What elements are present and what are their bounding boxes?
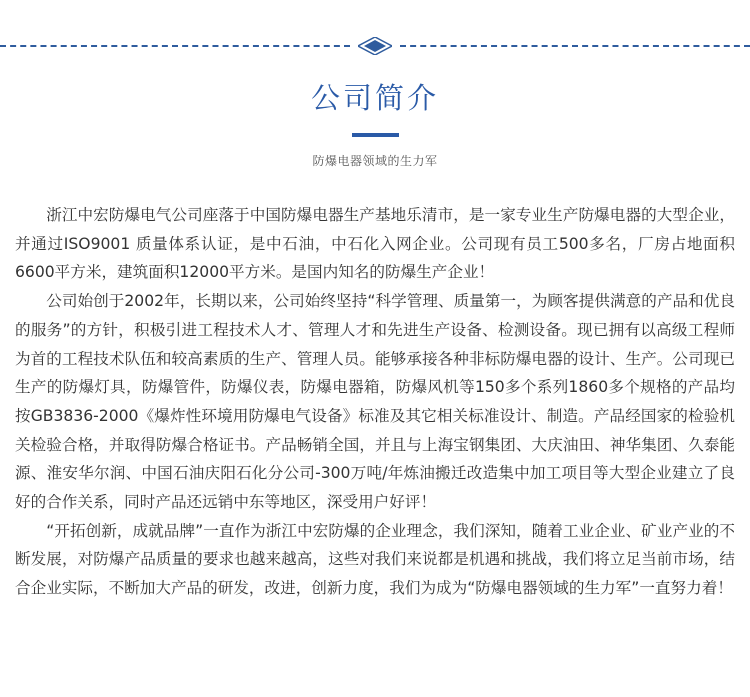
header-divider-left [0,45,350,47]
intro-paragraph: “开拓创新，成就品牌”一直作为浙江中宏防爆的企业理念，我们深知，随着工业企业、矿业产业的不断发展，对防爆产品质量的要求也越来越高，这些对我们来说都是机遇和挑战，我们将立足当前市场，结合企业实际，不断加大产品的研发，改进，创新力度，我们为成为“防爆电器领域的生力军”一直努力着！ [15,521,735,598]
header-divider-right [400,45,750,47]
page-subtitle: 防爆电器领域的生力军 [312,154,438,168]
intro-paragraph: 浙江中宏防爆电气公司座落于中国防爆电器生产基地乐清市，是一家专业生产防爆电器的大型企业，并通过ISO9001 质量体系认证，是中石油，中石化入网企业。公司现有员工500多名，厂房占地面积6600平方米，建筑面积12000平方米。是国内知名的防爆生产企业！ [15,206,735,282]
title-underline [352,133,399,137]
page-title: 公司简介 [310,81,439,115]
company-intro-body [15,201,735,603]
intro-paragraph: 公司始创于2002年，长期以来，公司始终坚持“科学管理、质量第一，为顾客提供满意的产品和优良的服务”的方针，积极引进工程技术人才、管理人才和先进生产设备、检测设备。现已拥有以高级工程师为首的工程技术队伍和较高素质的生产、管理人员。能够承接各种非标防爆电器的设计、生产。公司现已生产的防爆灯具，防爆管件，防爆仪表，防爆电器箱，防爆风机等150多个系列1860多个规格的产品均按GB3836-2000《爆炸性环境用防爆电气设备》标准及其它相关标准设计、制造。产品经国家的检验机关检验合格，并取得防爆合格证书。产品畅销全国，并且与上海宝钢集团、大庆油田、神华集团、久泰能源、淮安华尔润、中国石油庆阳石化分公司-300万吨/年炼油搬迁改造集中加工项目等大型企业建立了良好的合作关系，同时产品还远销中东等地区，深受用户好评！ [15,292,735,512]
